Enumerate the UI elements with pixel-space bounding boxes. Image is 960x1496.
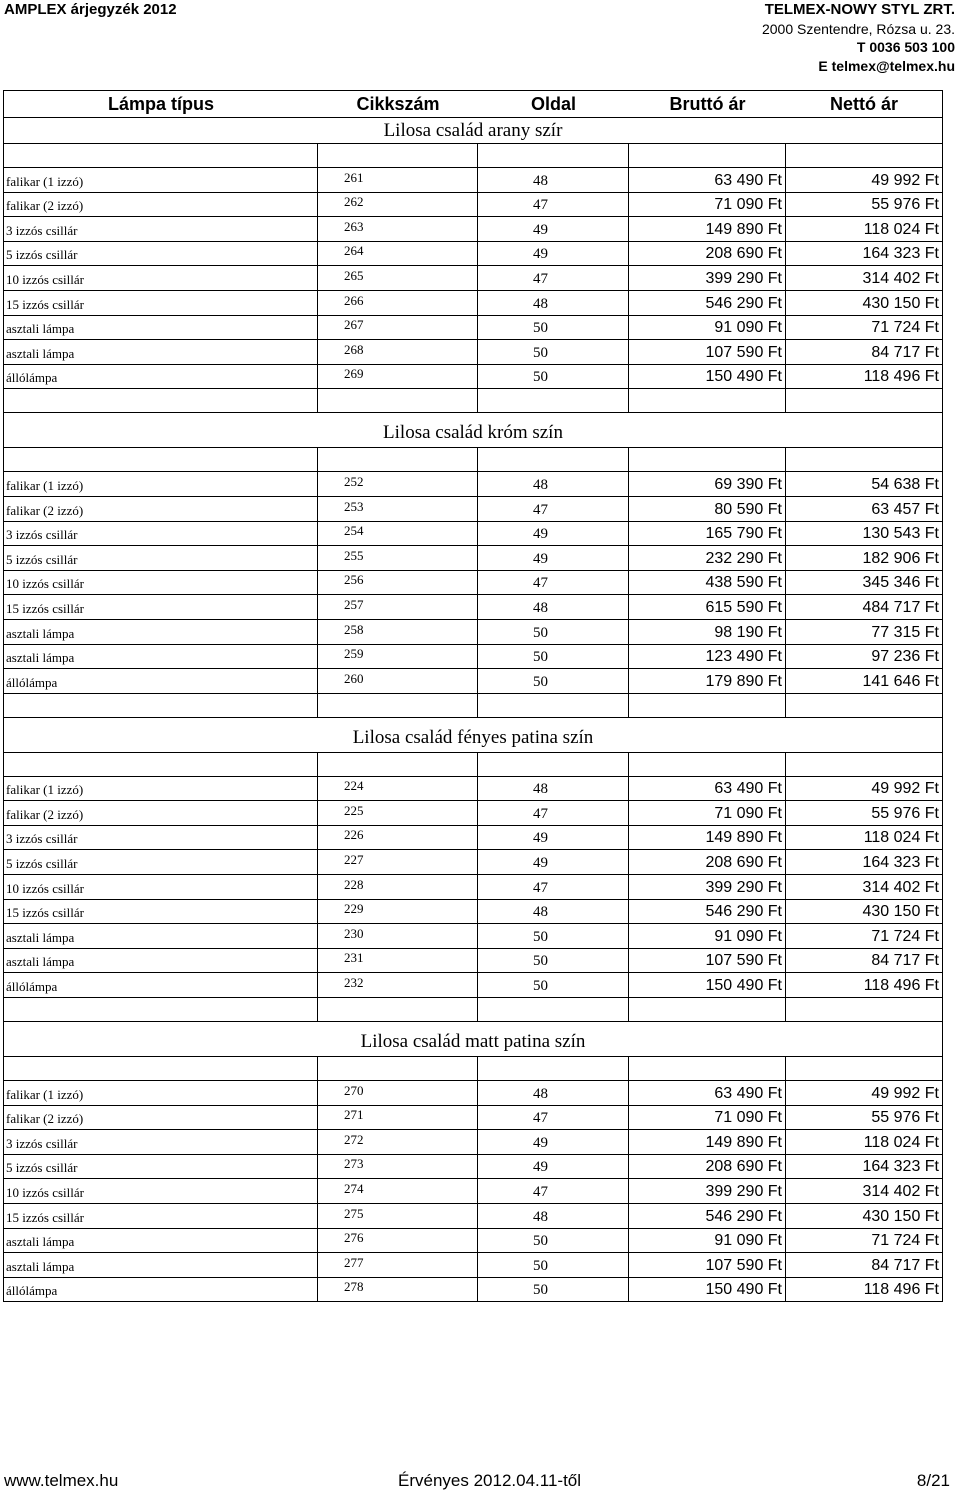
net-price-cell: 314 402 Ft bbox=[862, 269, 939, 287]
table-row bbox=[3, 669, 943, 694]
empty-cell bbox=[318, 389, 478, 412]
page-cell: 49 bbox=[478, 242, 629, 266]
gross-price-cell: 165 790 Ft bbox=[629, 522, 786, 546]
net-price-cell: 345 346 Ft bbox=[862, 574, 939, 592]
net-price-cell: 97 236 Ft bbox=[871, 648, 939, 666]
lamp-type-cell: állólámpa bbox=[4, 365, 318, 389]
empty-cell bbox=[786, 448, 942, 471]
empty-cell bbox=[318, 694, 478, 717]
page-cell: 50 bbox=[478, 340, 629, 364]
page-cell: 48 bbox=[478, 168, 629, 192]
spacer-row bbox=[3, 694, 943, 718]
table-row bbox=[3, 316, 943, 341]
lamp-type-cell: falikar (1 izzó) bbox=[4, 1081, 318, 1105]
page-cell: 49 bbox=[478, 522, 629, 546]
empty-cell bbox=[318, 998, 478, 1021]
gross-price-cell: 71 090 Ft bbox=[629, 801, 786, 825]
table-row bbox=[3, 1179, 943, 1204]
net-price-cell: 118 496 Ft bbox=[863, 977, 939, 995]
table-row bbox=[3, 1106, 943, 1131]
gross-price-cell: 208 690 Ft bbox=[629, 242, 786, 266]
empty-cell bbox=[4, 1057, 318, 1080]
gross-price-cell: 63 490 Ft bbox=[629, 1081, 786, 1105]
page-cell: 50 bbox=[478, 669, 629, 693]
gross-price-cell: 98 190 Ft bbox=[629, 620, 786, 644]
gross-price-cell: 149 890 Ft bbox=[629, 826, 786, 850]
column-header-type: Lámpa típus bbox=[107, 94, 214, 114]
page-cell: 49 bbox=[478, 850, 629, 874]
net-price-cell: 130 543 Ft bbox=[862, 525, 939, 543]
item-code-cell: 274 bbox=[318, 1179, 478, 1203]
lamp-type-cell: 3 izzós csillár bbox=[4, 1130, 318, 1154]
net-price-cell: 118 024 Ft bbox=[863, 829, 939, 847]
net-price-cell: 430 150 Ft bbox=[862, 294, 939, 312]
page-cell: 47 bbox=[478, 266, 629, 290]
item-code-cell: 262 bbox=[318, 193, 478, 217]
gross-price-cell: 208 690 Ft bbox=[629, 850, 786, 874]
item-code-cell: 229 bbox=[318, 900, 478, 924]
lamp-type-cell: 5 izzós csillár bbox=[4, 1155, 318, 1179]
page-cell: 49 bbox=[478, 826, 629, 850]
empty-cell bbox=[786, 144, 942, 167]
gross-price-cell: 107 590 Ft bbox=[629, 949, 786, 973]
item-code-cell: 261 bbox=[318, 168, 478, 192]
table-row bbox=[3, 242, 943, 267]
lamp-type-cell: 10 izzós csillár bbox=[4, 266, 318, 290]
table-row bbox=[3, 365, 943, 390]
gross-price-cell: 107 590 Ft bbox=[629, 340, 786, 364]
item-code-cell: 269 bbox=[318, 365, 478, 389]
empty-cell bbox=[318, 1057, 478, 1080]
gross-price-cell: 546 290 Ft bbox=[629, 291, 786, 315]
empty-cell bbox=[786, 753, 942, 776]
gross-price-cell: 123 490 Ft bbox=[629, 645, 786, 669]
net-price-cell: 77 315 Ft bbox=[871, 623, 939, 641]
lamp-type-cell: állólámpa bbox=[4, 1278, 318, 1302]
empty-cell bbox=[318, 753, 478, 776]
page-cell: 47 bbox=[478, 801, 629, 825]
empty-cell bbox=[786, 389, 942, 412]
net-price-cell: 182 906 Ft bbox=[862, 549, 939, 567]
header-left-title: AMPLEX árjegyzék 2012 bbox=[4, 1, 177, 18]
spacer-row bbox=[3, 998, 943, 1022]
lamp-type-cell: 3 izzós csillár bbox=[4, 826, 318, 850]
item-code-cell: 257 bbox=[318, 595, 478, 619]
lamp-type-cell: állólámpa bbox=[4, 669, 318, 693]
net-price-cell: 49 992 Ft bbox=[871, 171, 939, 189]
company-address: 2000 Szentendre, Rózsa u. 23. bbox=[761, 20, 955, 37]
table-row bbox=[3, 291, 943, 316]
table-row bbox=[3, 1130, 943, 1155]
table-row bbox=[3, 340, 943, 365]
page-cell: 47 bbox=[478, 497, 629, 521]
net-price-cell: 49 992 Ft bbox=[871, 1084, 939, 1102]
page-cell: 49 bbox=[478, 1130, 629, 1154]
company-email: E telmex@telmex.hu bbox=[818, 57, 955, 74]
lamp-type-cell: 15 izzós csillár bbox=[4, 900, 318, 924]
empty-cell bbox=[629, 753, 786, 776]
item-code-cell: 226 bbox=[318, 826, 478, 850]
lamp-type-cell: falikar (2 izzó) bbox=[4, 801, 318, 825]
lamp-type-cell: asztali lámpa bbox=[4, 949, 318, 973]
net-price-cell: 118 496 Ft bbox=[863, 1281, 939, 1299]
page-cell: 50 bbox=[478, 620, 629, 644]
page-cell: 48 bbox=[478, 1204, 629, 1228]
column-header-page: Oldal bbox=[530, 94, 576, 114]
empty-cell bbox=[786, 998, 942, 1021]
page-cell: 48 bbox=[478, 291, 629, 315]
table-row bbox=[3, 1229, 943, 1254]
blank-row bbox=[3, 753, 943, 777]
table-row bbox=[3, 522, 943, 547]
gross-price-cell: 399 290 Ft bbox=[629, 266, 786, 290]
item-code-cell: 232 bbox=[318, 973, 478, 997]
lamp-type-cell: asztali lámpa bbox=[4, 620, 318, 644]
page-cell: 47 bbox=[478, 875, 629, 899]
empty-cell bbox=[478, 998, 629, 1021]
lamp-type-cell: állólámpa bbox=[4, 973, 318, 997]
lamp-type-cell: 10 izzós csillár bbox=[4, 571, 318, 595]
lamp-type-cell: 3 izzós csillár bbox=[4, 522, 318, 546]
table-row bbox=[3, 217, 943, 242]
page-cell: 49 bbox=[478, 217, 629, 241]
blank-row bbox=[3, 448, 943, 472]
blank-row bbox=[3, 144, 943, 168]
page-cell: 48 bbox=[478, 900, 629, 924]
net-price-cell: 49 992 Ft bbox=[871, 780, 939, 798]
lamp-type-cell: 3 izzós csillár bbox=[4, 217, 318, 241]
net-price-cell: 71 724 Ft bbox=[871, 1232, 939, 1250]
net-price-cell: 118 496 Ft bbox=[863, 368, 939, 386]
item-code-cell: 270 bbox=[318, 1081, 478, 1105]
empty-cell bbox=[4, 753, 318, 776]
table-row bbox=[3, 571, 943, 596]
footer-website: www.telmex.hu bbox=[4, 1471, 119, 1490]
net-price-cell: 118 024 Ft bbox=[863, 1133, 939, 1151]
item-code-cell: 227 bbox=[318, 850, 478, 874]
empty-cell bbox=[4, 389, 318, 412]
spacer-row bbox=[3, 389, 943, 413]
page-cell: 47 bbox=[478, 1179, 629, 1203]
empty-cell bbox=[478, 753, 629, 776]
lamp-type-cell: falikar (1 izzó) bbox=[4, 168, 318, 192]
net-price-cell: 63 457 Ft bbox=[871, 500, 939, 518]
price-table bbox=[3, 90, 943, 1302]
net-price-cell: 71 724 Ft bbox=[871, 319, 939, 337]
page-cell: 49 bbox=[478, 1155, 629, 1179]
item-code-cell: 266 bbox=[318, 291, 478, 315]
gross-price-cell: 208 690 Ft bbox=[629, 1155, 786, 1179]
item-code-cell: 231 bbox=[318, 949, 478, 973]
lamp-type-cell: 15 izzós csillár bbox=[4, 1204, 318, 1228]
page-cell: 50 bbox=[478, 645, 629, 669]
column-header-gross: Bruttó ár bbox=[669, 94, 746, 114]
lamp-type-cell: asztali lámpa bbox=[4, 316, 318, 340]
item-code-cell: 272 bbox=[318, 1130, 478, 1154]
lamp-type-cell: asztali lámpa bbox=[4, 340, 318, 364]
page-cell: 48 bbox=[478, 595, 629, 619]
net-price-cell: 430 150 Ft bbox=[862, 1207, 939, 1225]
empty-cell bbox=[629, 1057, 786, 1080]
gross-price-cell: 399 290 Ft bbox=[629, 875, 786, 899]
page-cell: 48 bbox=[478, 777, 629, 801]
net-price-cell: 55 976 Ft bbox=[871, 196, 939, 214]
item-code-cell: 264 bbox=[318, 242, 478, 266]
net-price-cell: 84 717 Ft bbox=[871, 952, 939, 970]
net-price-cell: 484 717 Ft bbox=[862, 598, 939, 616]
footer-page-number: 8/21 bbox=[916, 1471, 950, 1490]
column-header-code: Cikkszám bbox=[356, 94, 440, 114]
empty-cell bbox=[318, 448, 478, 471]
gross-price-cell: 107 590 Ft bbox=[629, 1253, 786, 1277]
gross-price-cell: 149 890 Ft bbox=[629, 1130, 786, 1154]
empty-cell bbox=[4, 694, 318, 717]
item-code-cell: 265 bbox=[318, 266, 478, 290]
gross-price-cell: 71 090 Ft bbox=[629, 193, 786, 217]
lamp-type-cell: 5 izzós csillár bbox=[4, 546, 318, 570]
page-cell: 50 bbox=[478, 973, 629, 997]
table-row bbox=[3, 1253, 943, 1278]
section-title: Lilosa család króm szín bbox=[3, 413, 943, 448]
page-cell: 48 bbox=[478, 1081, 629, 1105]
gross-price-cell: 232 290 Ft bbox=[629, 546, 786, 570]
table-row bbox=[3, 595, 943, 620]
item-code-cell: 271 bbox=[318, 1106, 478, 1130]
blank-row bbox=[3, 1057, 943, 1081]
lamp-type-cell: falikar (1 izzó) bbox=[4, 472, 318, 496]
item-code-cell: 267 bbox=[318, 316, 478, 340]
section-title: Lilosa család matt patina szín bbox=[3, 1022, 943, 1057]
empty-cell bbox=[318, 144, 478, 167]
gross-price-cell: 438 590 Ft bbox=[629, 571, 786, 595]
gross-price-cell: 546 290 Ft bbox=[629, 1204, 786, 1228]
empty-cell bbox=[478, 694, 629, 717]
gross-price-cell: 91 090 Ft bbox=[629, 316, 786, 340]
table-row bbox=[3, 973, 943, 998]
gross-price-cell: 179 890 Ft bbox=[629, 669, 786, 693]
footer-validity: Érvényes 2012.04.11-től bbox=[398, 1471, 582, 1490]
lamp-type-cell: asztali lámpa bbox=[4, 1229, 318, 1253]
gross-price-cell: 91 090 Ft bbox=[629, 924, 786, 948]
net-price-cell: 71 724 Ft bbox=[871, 927, 939, 945]
empty-cell bbox=[629, 448, 786, 471]
page-cell: 50 bbox=[478, 924, 629, 948]
item-code-cell: 230 bbox=[318, 924, 478, 948]
table-row bbox=[3, 1204, 943, 1229]
gross-price-cell: 150 490 Ft bbox=[629, 973, 786, 997]
gross-price-cell: 399 290 Ft bbox=[629, 1179, 786, 1203]
table-row bbox=[3, 193, 943, 218]
page-cell: 50 bbox=[478, 1253, 629, 1277]
gross-price-cell: 91 090 Ft bbox=[629, 1229, 786, 1253]
company-phone: T 0036 503 100 bbox=[856, 39, 955, 55]
item-code-cell: 258 bbox=[318, 620, 478, 644]
empty-cell bbox=[629, 144, 786, 167]
table-row bbox=[3, 1278, 943, 1303]
page-cell: 50 bbox=[478, 949, 629, 973]
table-row bbox=[3, 875, 943, 900]
empty-cell bbox=[629, 998, 786, 1021]
gross-price-cell: 80 590 Ft bbox=[629, 497, 786, 521]
table-row bbox=[3, 850, 943, 875]
gross-price-cell: 150 490 Ft bbox=[629, 365, 786, 389]
lamp-type-cell: 5 izzós csillár bbox=[4, 242, 318, 266]
item-code-cell: 252 bbox=[318, 472, 478, 496]
lamp-type-cell: asztali lámpa bbox=[4, 1253, 318, 1277]
column-header-row bbox=[3, 90, 943, 117]
lamp-type-cell: 10 izzós csillár bbox=[4, 1179, 318, 1203]
page-cell: 47 bbox=[478, 1106, 629, 1130]
lamp-type-cell: 10 izzós csillár bbox=[4, 875, 318, 899]
item-code-cell: 259 bbox=[318, 645, 478, 669]
lamp-type-cell: falikar (2 izzó) bbox=[4, 1106, 318, 1130]
item-code-cell: 255 bbox=[318, 546, 478, 570]
gross-price-cell: 63 490 Ft bbox=[629, 168, 786, 192]
empty-cell bbox=[786, 694, 942, 717]
lamp-type-cell: falikar (2 izzó) bbox=[4, 497, 318, 521]
item-code-cell: 254 bbox=[318, 522, 478, 546]
empty-cell bbox=[786, 1057, 942, 1080]
table-row bbox=[3, 900, 943, 925]
section-title: Lilosa család fényes patina szín bbox=[3, 718, 943, 753]
item-code-cell: 275 bbox=[318, 1204, 478, 1228]
item-code-cell: 277 bbox=[318, 1253, 478, 1277]
item-code-cell: 228 bbox=[318, 875, 478, 899]
item-code-cell: 260 bbox=[318, 669, 478, 693]
lamp-type-cell: asztali lámpa bbox=[4, 924, 318, 948]
net-price-cell: 55 976 Ft bbox=[871, 804, 939, 822]
net-price-cell: 84 717 Ft bbox=[871, 343, 939, 361]
lamp-type-cell: falikar (2 izzó) bbox=[4, 193, 318, 217]
page-cell: 50 bbox=[478, 1229, 629, 1253]
empty-cell bbox=[478, 448, 629, 471]
net-price-cell: 118 024 Ft bbox=[863, 220, 939, 238]
empty-cell bbox=[478, 1057, 629, 1080]
empty-cell bbox=[629, 389, 786, 412]
net-price-cell: 430 150 Ft bbox=[862, 903, 939, 921]
section-title: Lilosa család arany szír bbox=[3, 117, 943, 144]
item-code-cell: 224 bbox=[318, 777, 478, 801]
page-cell: 47 bbox=[478, 193, 629, 217]
page-cell: 50 bbox=[478, 365, 629, 389]
item-code-cell: 276 bbox=[318, 1229, 478, 1253]
net-price-cell: 55 976 Ft bbox=[871, 1109, 939, 1127]
net-price-cell: 164 323 Ft bbox=[862, 854, 939, 872]
empty-cell bbox=[4, 998, 318, 1021]
page-cell: 48 bbox=[478, 472, 629, 496]
lamp-type-cell: 15 izzós csillár bbox=[4, 595, 318, 619]
gross-price-cell: 149 890 Ft bbox=[629, 217, 786, 241]
item-code-cell: 268 bbox=[318, 340, 478, 364]
net-price-cell: 314 402 Ft bbox=[862, 1183, 939, 1200]
table-row bbox=[3, 949, 943, 974]
company-info bbox=[762, 1, 955, 75]
item-code-cell: 263 bbox=[318, 217, 478, 241]
gross-price-cell: 71 090 Ft bbox=[629, 1106, 786, 1130]
lamp-type-cell: 15 izzós csillár bbox=[4, 291, 318, 315]
table-row bbox=[3, 924, 943, 949]
page-cell: 50 bbox=[478, 316, 629, 340]
net-price-cell: 164 323 Ft bbox=[862, 245, 939, 263]
table-row bbox=[3, 620, 943, 645]
net-price-cell: 54 638 Ft bbox=[871, 475, 939, 493]
item-code-cell: 273 bbox=[318, 1155, 478, 1179]
gross-price-cell: 150 490 Ft bbox=[629, 1278, 786, 1302]
empty-cell bbox=[4, 448, 318, 471]
gross-price-cell: 63 490 Ft bbox=[629, 777, 786, 801]
net-price-cell: 314 402 Ft bbox=[862, 878, 939, 896]
item-code-cell: 225 bbox=[318, 801, 478, 825]
item-code-cell: 256 bbox=[318, 571, 478, 595]
table-row bbox=[3, 826, 943, 851]
table-row bbox=[3, 645, 943, 670]
lamp-type-cell: asztali lámpa bbox=[4, 645, 318, 669]
table-row bbox=[3, 801, 943, 826]
empty-cell bbox=[478, 389, 629, 412]
page-cell: 49 bbox=[478, 546, 629, 570]
table-row bbox=[3, 1081, 943, 1106]
table-row bbox=[3, 472, 943, 497]
empty-cell bbox=[478, 144, 629, 167]
table-row bbox=[3, 777, 943, 802]
table-row bbox=[3, 1155, 943, 1180]
gross-price-cell: 69 390 Ft bbox=[629, 472, 786, 496]
company-name: TELMEX-NOWY STYL ZRT. bbox=[764, 1, 955, 18]
table-row bbox=[3, 266, 943, 291]
column-header-net: Nettó ár bbox=[829, 94, 898, 114]
net-price-cell: 164 323 Ft bbox=[862, 1158, 939, 1176]
table-row bbox=[3, 497, 943, 522]
page-cell: 47 bbox=[478, 571, 629, 595]
lamp-type-cell: falikar (1 izzó) bbox=[4, 777, 318, 801]
table-row bbox=[3, 168, 943, 193]
empty-cell bbox=[629, 694, 786, 717]
item-code-cell: 253 bbox=[318, 497, 478, 521]
lamp-type-cell: 5 izzós csillár bbox=[4, 850, 318, 874]
net-price-cell: 84 717 Ft bbox=[871, 1256, 939, 1274]
page-cell: 50 bbox=[478, 1278, 629, 1302]
gross-price-cell: 615 590 Ft bbox=[629, 595, 786, 619]
empty-cell bbox=[4, 144, 318, 167]
table-row bbox=[3, 546, 943, 571]
gross-price-cell: 546 290 Ft bbox=[629, 900, 786, 924]
net-price-cell: 141 646 Ft bbox=[862, 672, 939, 690]
item-code-cell: 278 bbox=[318, 1278, 478, 1302]
